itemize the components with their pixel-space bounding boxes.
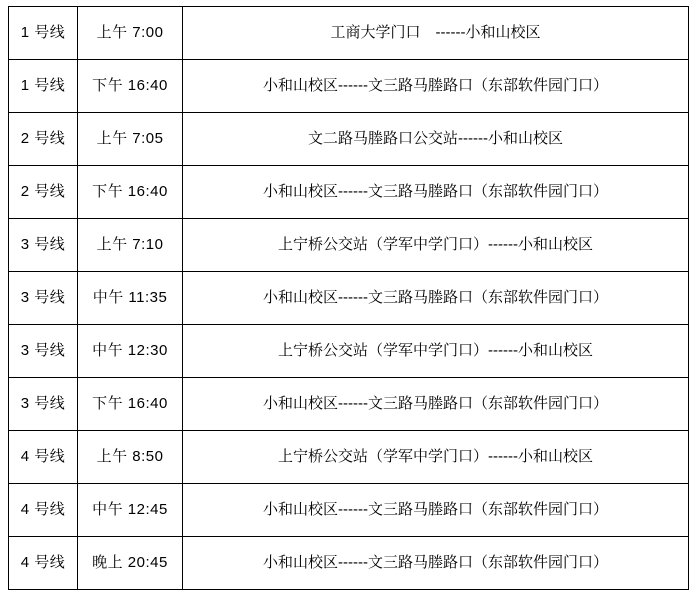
route-cell: 文二路马塍路口公交站------小和山校区 (183, 113, 689, 166)
time-cell: 上午 7:05 (78, 113, 183, 166)
line-cell: 3 号线 (9, 219, 78, 272)
time-cell: 中午 12:45 (78, 484, 183, 537)
table-row (9, 60, 689, 113)
line-cell: 4 号线 (9, 431, 78, 484)
line-cell: 4 号线 (9, 484, 78, 537)
route-cell: 上宁桥公交站（学军中学门口）------小和山校区 (183, 219, 689, 272)
table-row (9, 7, 689, 60)
time-cell: 下午 16:40 (78, 166, 183, 219)
route-cell: 小和山校区------文三路马塍路口（东部软件园门口） (183, 484, 689, 537)
table-row (9, 166, 689, 219)
line-cell: 2 号线 (9, 113, 78, 166)
table-row (9, 378, 689, 431)
table-row (9, 272, 689, 325)
time-cell: 上午 7:10 (78, 219, 183, 272)
line-cell: 2 号线 (9, 166, 78, 219)
route-cell: 小和山校区------文三路马塍路口（东部软件园门口） (183, 272, 689, 325)
line-cell: 1 号线 (9, 60, 78, 113)
route-cell: 上宁桥公交站（学军中学门口）------小和山校区 (183, 325, 689, 378)
route-cell: 小和山校区------文三路马塍路口（东部软件园门口） (183, 378, 689, 431)
table-row (9, 431, 689, 484)
table-row (9, 484, 689, 537)
line-cell: 1 号线 (9, 7, 78, 60)
time-cell: 晚上 20:45 (78, 537, 183, 590)
line-cell: 3 号线 (9, 325, 78, 378)
table-row (9, 113, 689, 166)
table-row (9, 325, 689, 378)
shuttle-schedule-body (9, 7, 689, 590)
route-cell: 小和山校区------文三路马塍路口（东部软件园门口） (183, 60, 689, 113)
route-cell: 工商大学门口 ------小和山校区 (183, 7, 689, 60)
time-cell: 下午 16:40 (78, 60, 183, 113)
time-cell: 中午 12:30 (78, 325, 183, 378)
table-row (9, 537, 689, 590)
line-cell: 3 号线 (9, 378, 78, 431)
shuttle-schedule-table (8, 6, 689, 590)
time-cell: 中午 11:35 (78, 272, 183, 325)
line-cell: 4 号线 (9, 537, 78, 590)
time-cell: 上午 8:50 (78, 431, 183, 484)
route-cell: 小和山校区------文三路马塍路口（东部软件园门口） (183, 166, 689, 219)
table-row (9, 219, 689, 272)
route-cell: 上宁桥公交站（学军中学门口）------小和山校区 (183, 431, 689, 484)
route-cell: 小和山校区------文三路马塍路口（东部软件园门口） (183, 537, 689, 590)
time-cell: 上午 7:00 (78, 7, 183, 60)
line-cell: 3 号线 (9, 272, 78, 325)
time-cell: 下午 16:40 (78, 378, 183, 431)
